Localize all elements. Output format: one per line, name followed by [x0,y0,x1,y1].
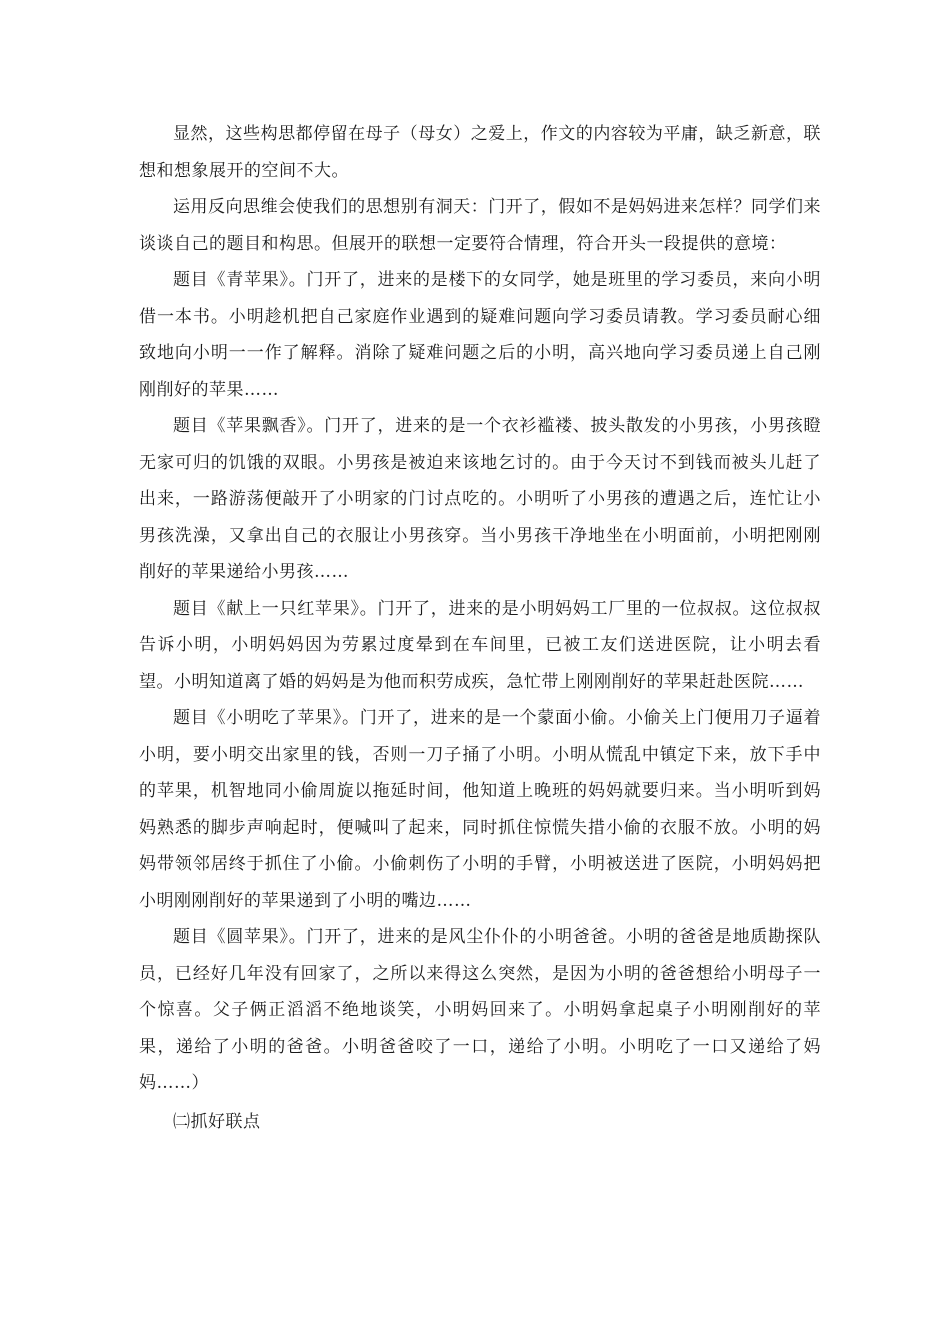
document-body [139,116,821,1140]
paragraph-1: 显然，这些构思都停留在母子（母女）之爱上，作文的内容较为平庸，缺乏新意，联想和想象展开的空间不大。 [139,124,821,181]
paragraph-7: 题目《圆苹果》。门开了，进来的是风尘仆仆的小明爸爸。小明的爸爸是地质勘探队员，已经好几年没有回家了，之所以来得这么突然，是因为小明的爸爸想给小明母子一个惊喜。父子俩正滔滔不绝地谈笑，小明妈回来了。小明妈拿起桌子小明刚削好的苹果，递给了小明的爸爸。小明爸爸咬了一口，递给了小明。小明吃了一口又递给了妈妈……） [139,927,821,1093]
paragraph-2: 运用反向思维会使我们的思想别有洞天：门开了，假如不是妈妈进来怎样？同学们来谈谈自己的题目和构思。但展开的联想一定要符合情理，符合开头一段提供的意境： [139,197,821,254]
paragraph-3: 题目《青苹果》。门开了，进来的是楼下的女同学，她是班里的学习委员，来向小明借一本书。小明趁机把自己家庭作业遇到的疑难问题向学习委员请教。学习委员耐心细致地向小明一一作了解释。消除了疑难问题之后的小明，高兴地向学习委员递上自己刚刚削好的苹果…… [139,270,821,400]
paragraph-6: 题目《小明吃了苹果》。门开了，进来的是一个蒙面小偷。小偷关上门便用刀子逼着小明，要小明交出家里的钱，否则一刀子捅了小明。小明从慌乱中镇定下来，放下手中的苹果，机智地同小偷周旋以拖延时间，他知道上晚班的妈妈就要归来。当小明听到妈妈熟悉的脚步声响起时，便喊叫了起来，同时抓住惊慌失措小偷的衣服不放。小明的妈妈带领邻居终于抓住了小偷。小偷刺伤了小明的手臂，小明被送进了医院，小明妈妈把小明刚刚削好的苹果递到了小明的嘴边…… [139,708,821,911]
paragraph-4: 题目《苹果飘香》。门开了，进来的是一个衣衫褴褛、披头散发的小男孩，小男孩瞪无家可归的饥饿的双眼。小男孩是被迫来该地乞讨的。由于今天讨不到钱而被头儿赶了出来，一路游荡便敲开了小明家的门讨点吃的。小明听了小男孩的遭遇之后，连忙让小男孩洗澡，又拿出自己的衣服让小男孩穿。当小男孩干净地坐在小明面前，小明把刚刚削好的苹果递给小男孩…… [139,416,821,582]
paragraph-5: 题目《献上一只红苹果》。门开了，进来的是小明妈妈工厂里的一位叔叔。这位叔叔告诉小明，小明妈妈因为劳累过度晕到在车间里，已被工友们送进医院，让小明去看望。小明知道离了婚的妈妈是为他而积劳成疾，急忙带上刚刚削好的苹果赶赴医院…… [139,598,821,692]
section-heading: ㈡抓好联点 [173,1111,261,1132]
